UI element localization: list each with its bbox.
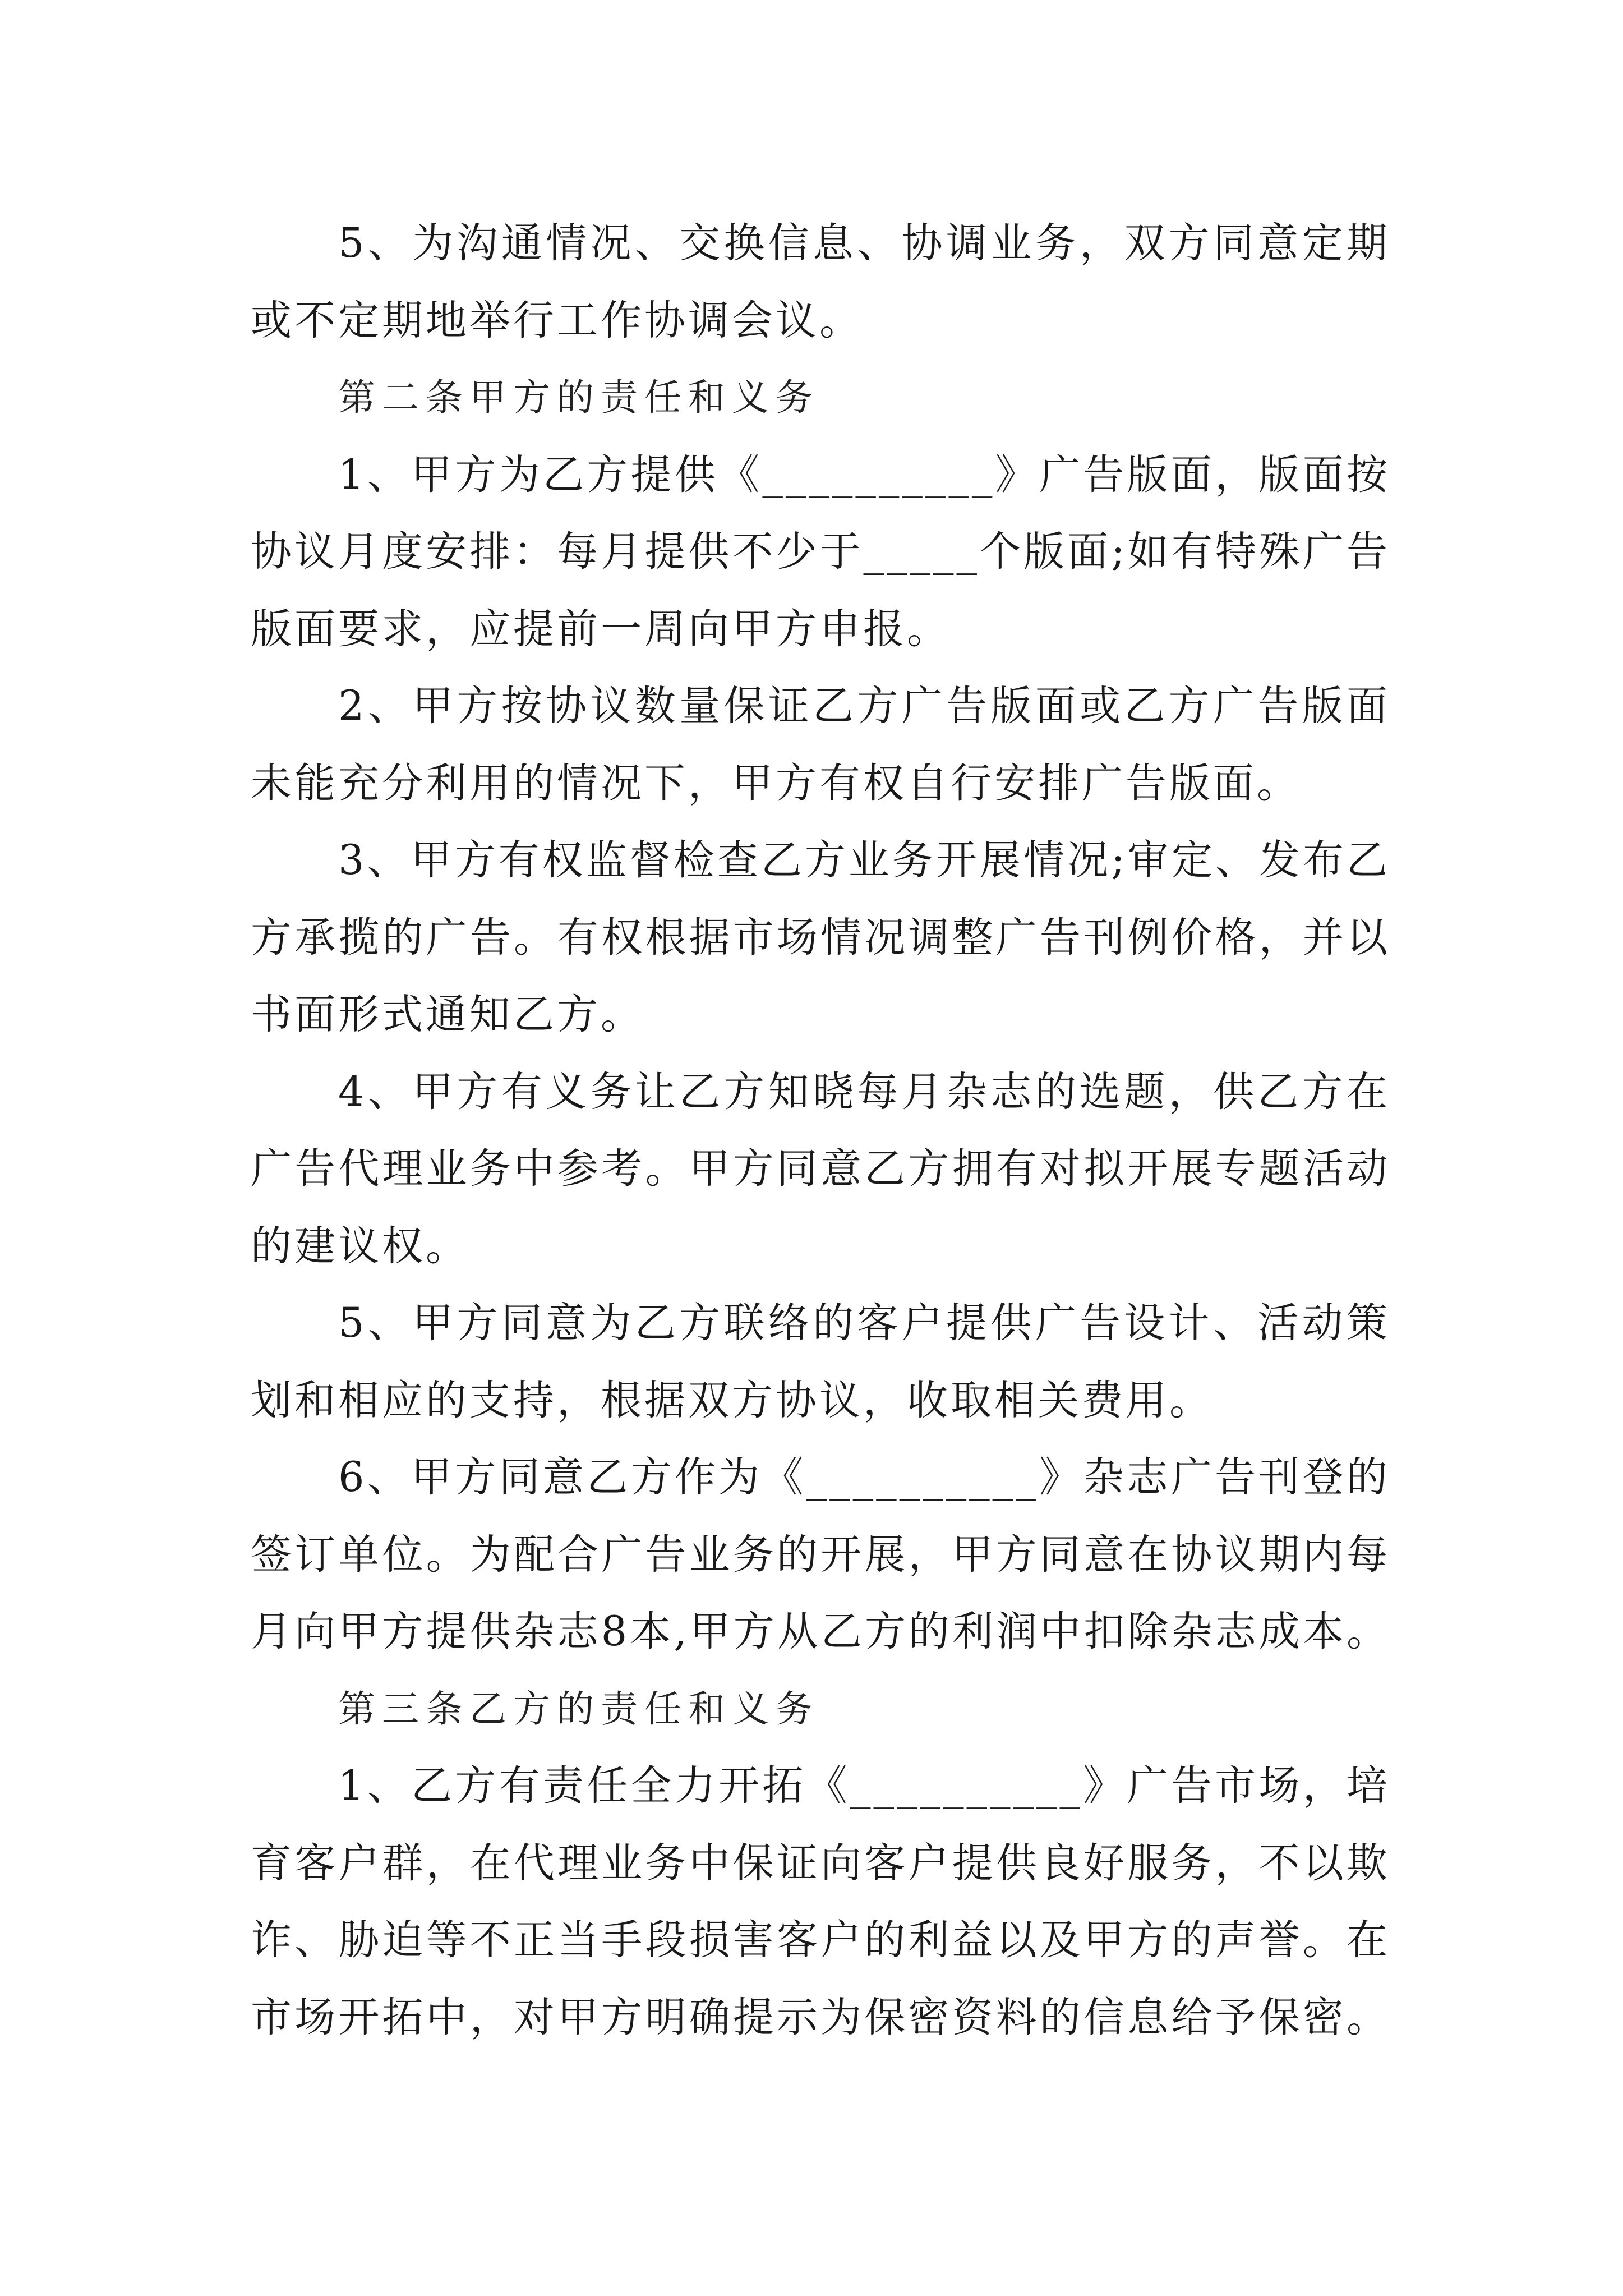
paragraph-line: 5、甲方同意为乙方联络的客户提供广告设计、活动策 bbox=[338, 1299, 1390, 1347]
clause-paragraph bbox=[251, 436, 1390, 668]
paragraph-line: 市场开拓中，对甲方明确提示为保密资料的信息给予保密。 bbox=[251, 1993, 1390, 2041]
paragraph-line: 版面要求，应提前一周向甲方申报。 bbox=[251, 605, 951, 653]
paragraph-line: 1、甲方为乙方提供《__________》广告版面，版面按 bbox=[338, 450, 1390, 499]
clause-paragraph bbox=[251, 822, 1390, 1053]
section-heading: 第三条乙方的责任和义务 bbox=[338, 1687, 819, 1731]
clause-paragraph bbox=[251, 1439, 1390, 1671]
paragraph-line: 或不定期地举行工作协调会议。 bbox=[251, 296, 863, 344]
section-heading-block bbox=[251, 359, 1390, 436]
document-body bbox=[251, 205, 1390, 2056]
clause-paragraph bbox=[251, 1053, 1390, 1285]
paragraph-line: 协议月度安排：每月提供不少于_____个版面;如有特殊广告 bbox=[251, 528, 1390, 576]
paragraph-line: 1、乙方有责任全力开拓《__________》广告市场，培 bbox=[338, 1762, 1390, 1810]
section-heading: 第二条甲方的责任和义务 bbox=[338, 376, 819, 419]
paragraph-line: 2、甲方按协议数量保证乙方广告版面或乙方广告版面 bbox=[338, 682, 1390, 730]
paragraph-line: 4、甲方有义务让乙方知晓每月杂志的选题，供乙方在 bbox=[338, 1068, 1390, 1116]
paragraph-line: 的建议权。 bbox=[251, 1222, 469, 1270]
paragraph-line: 书面形式通知乙方。 bbox=[251, 991, 644, 1038]
paragraph-line: 划和相应的支持，根据双方协议，收取相关费用。 bbox=[251, 1376, 1213, 1424]
section-heading-block bbox=[251, 1671, 1390, 1748]
paragraph-line: 签订单位。为配合广告业务的开展，甲方同意在协议期内每 bbox=[251, 1530, 1390, 1579]
clause-paragraph bbox=[251, 668, 1390, 822]
clause-paragraph bbox=[251, 1747, 1390, 2056]
paragraph-line: 方承揽的广告。有权根据市场情况调整广告刊例价格，并以 bbox=[251, 913, 1390, 961]
paragraph-line: 月向甲方提供杂志8本,甲方从乙方的利润中扣除杂志成本。 bbox=[251, 1608, 1390, 1655]
paragraph-line: 5、为沟通情况、交换信息、协调业务，双方同意定期 bbox=[338, 219, 1390, 267]
paragraph-line: 6、甲方同意乙方作为《__________》杂志广告刊登的 bbox=[338, 1453, 1390, 1501]
clause-paragraph bbox=[251, 1285, 1390, 1439]
paragraph-line: 未能充分利用的情况下，甲方有权自行安排广告版面。 bbox=[251, 759, 1301, 807]
paragraph-line: 广告代理业务中参考。甲方同意乙方拥有对拟开展专题活动 bbox=[251, 1145, 1390, 1193]
paragraph-line: 3、甲方有权监督检查乙方业务开展情况;审定、发布乙 bbox=[338, 836, 1390, 884]
paragraph-line: 诈、胁迫等不正当手段损害客户的利益以及甲方的声誉。在 bbox=[251, 1916, 1390, 1964]
paragraph-line: 育客户群，在代理业务中保证向客户提供良好服务，不以欺 bbox=[251, 1839, 1390, 1887]
clause-paragraph bbox=[251, 205, 1390, 359]
